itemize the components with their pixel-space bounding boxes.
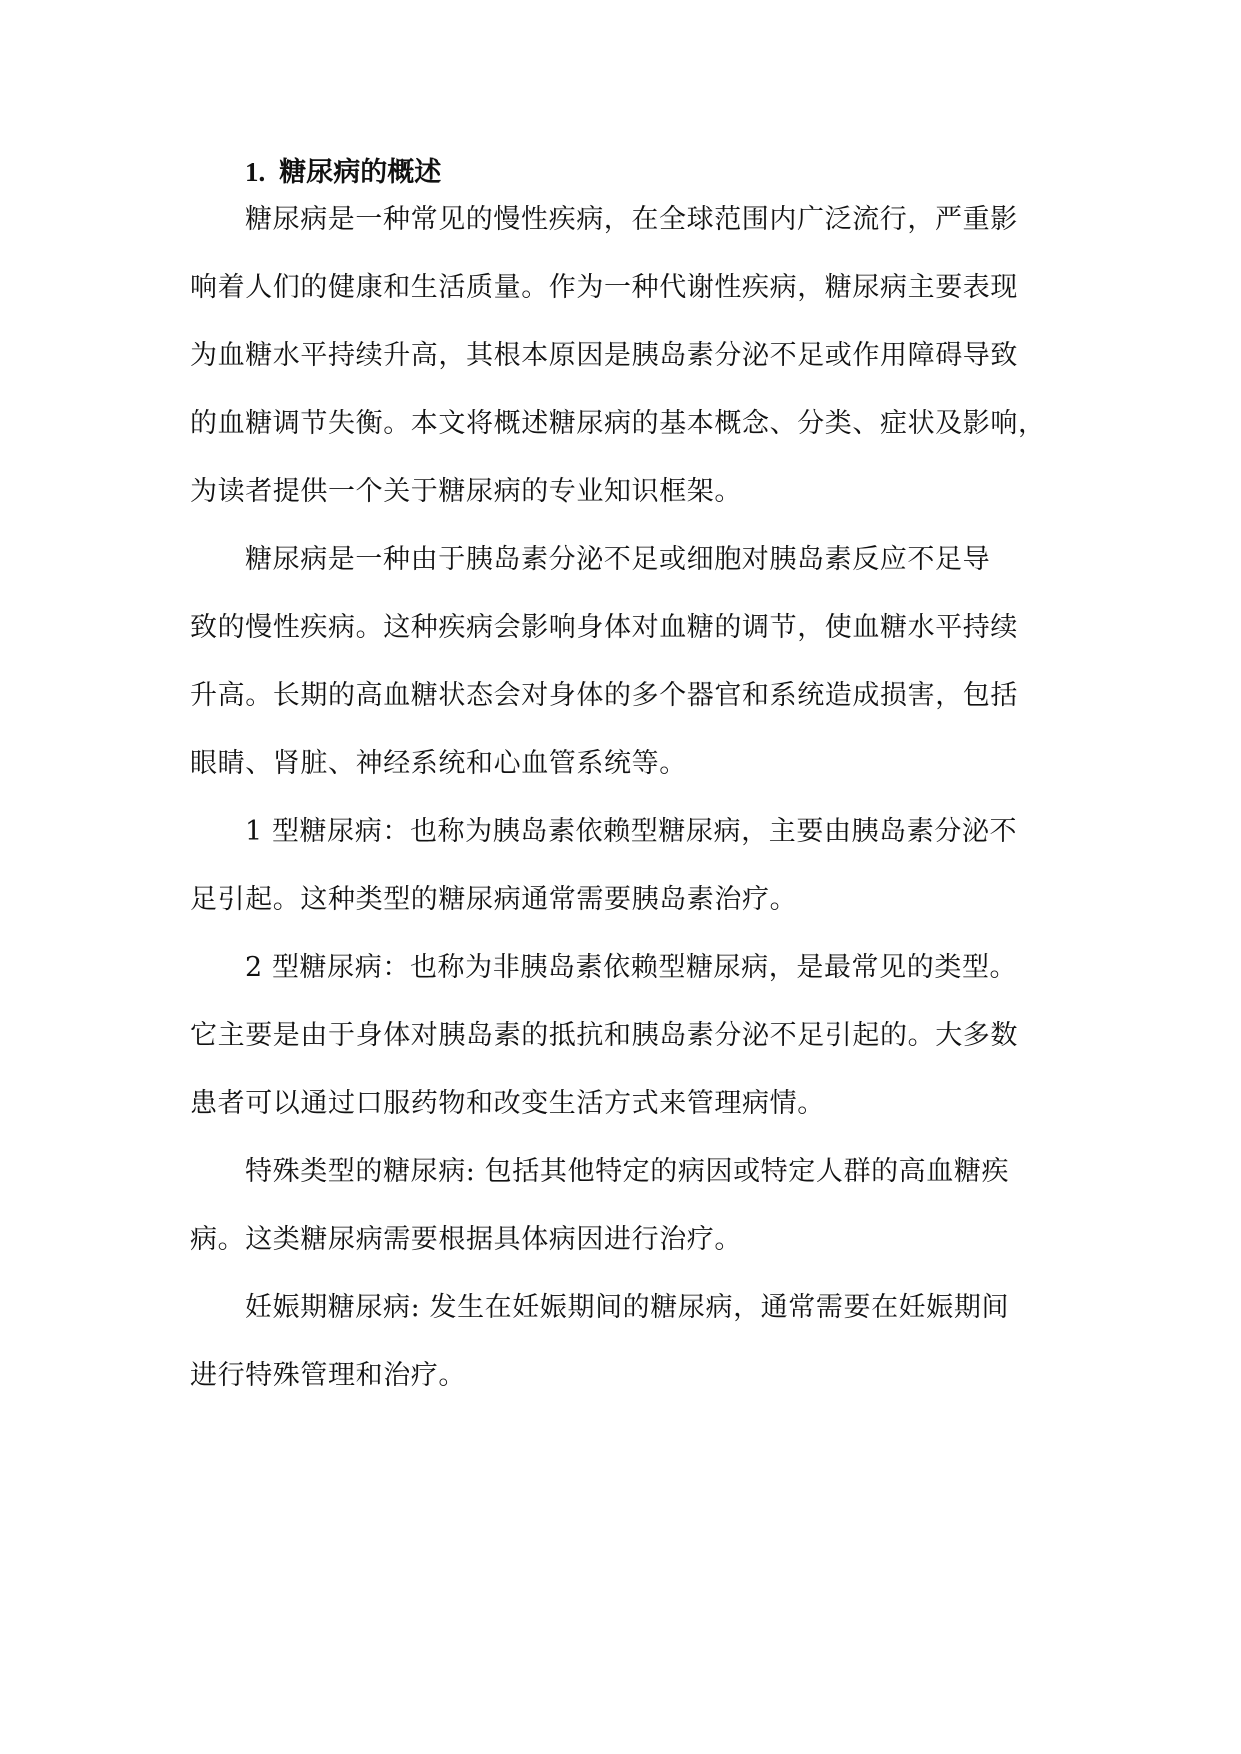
section-title: 糖尿病的概述 [279, 157, 442, 188]
paragraph-line: 的血糖调节失衡。本文将概述糖尿病的基本概念、分类、症状及影响， [190, 408, 1046, 439]
paragraph-line: 糖尿病是一种常见的慢性疾病，在全球范围内广泛流行，严重影 [245, 204, 1018, 235]
paragraph-line: 足引起。这种类型的糖尿病通常需要胰岛素治疗。 [190, 884, 798, 915]
paragraph-line: 响着人们的健康和生活质量。作为一种代谢性疾病，糖尿病主要表现 [190, 272, 1018, 303]
paragraph-line: 病。这类糖尿病需要根据具体病因进行治疗。 [190, 1224, 742, 1255]
section-number: 1. [245, 157, 266, 187]
paragraph-line: 眼睛、肾脏、神经系统和心血管系统等。 [190, 748, 687, 779]
paragraph-line: 妊娠期糖尿病: 发生在妊娠期间的糖尿病，通常需要在妊娠期间 [245, 1292, 1010, 1323]
section-heading [245, 155, 441, 190]
paragraph-line: 为血糖水平持续升高，其根本原因是胰岛素分泌不足或作用障碍导致 [190, 340, 1018, 371]
paragraph-line: 2 型糖尿病：也称为非胰岛素依赖型糖尿病，是最常见的类型。 [245, 952, 1018, 983]
paragraph-line: 1 型糖尿病：也称为胰岛素依赖型糖尿病，主要由胰岛素分泌不 [245, 816, 1018, 847]
paragraph-line: 为读者提供一个关于糖尿病的专业知识框架。 [190, 476, 742, 507]
paragraph-line: 致的慢性疾病。这种疾病会影响身体对血糖的调节，使血糖水平持续 [190, 612, 1018, 643]
paragraph-line: 升高。长期的高血糖状态会对身体的多个器官和系统造成损害，包括 [190, 680, 1018, 711]
paragraph-line: 特殊类型的糖尿病: 包括其他特定的病因或特定人群的高血糖疾 [245, 1156, 1010, 1187]
paragraph-line: 进行特殊管理和治疗。 [190, 1360, 466, 1391]
paragraph-line: 它主要是由于身体对胰岛素的抵抗和胰岛素分泌不足引起的。大多数 [190, 1020, 1018, 1051]
paragraph-line: 患者可以通过口服药物和改变生活方式来管理病情。 [190, 1088, 825, 1119]
paragraph-line: 糖尿病是一种由于胰岛素分泌不足或细胞对胰岛素反应不足导 [245, 544, 991, 575]
